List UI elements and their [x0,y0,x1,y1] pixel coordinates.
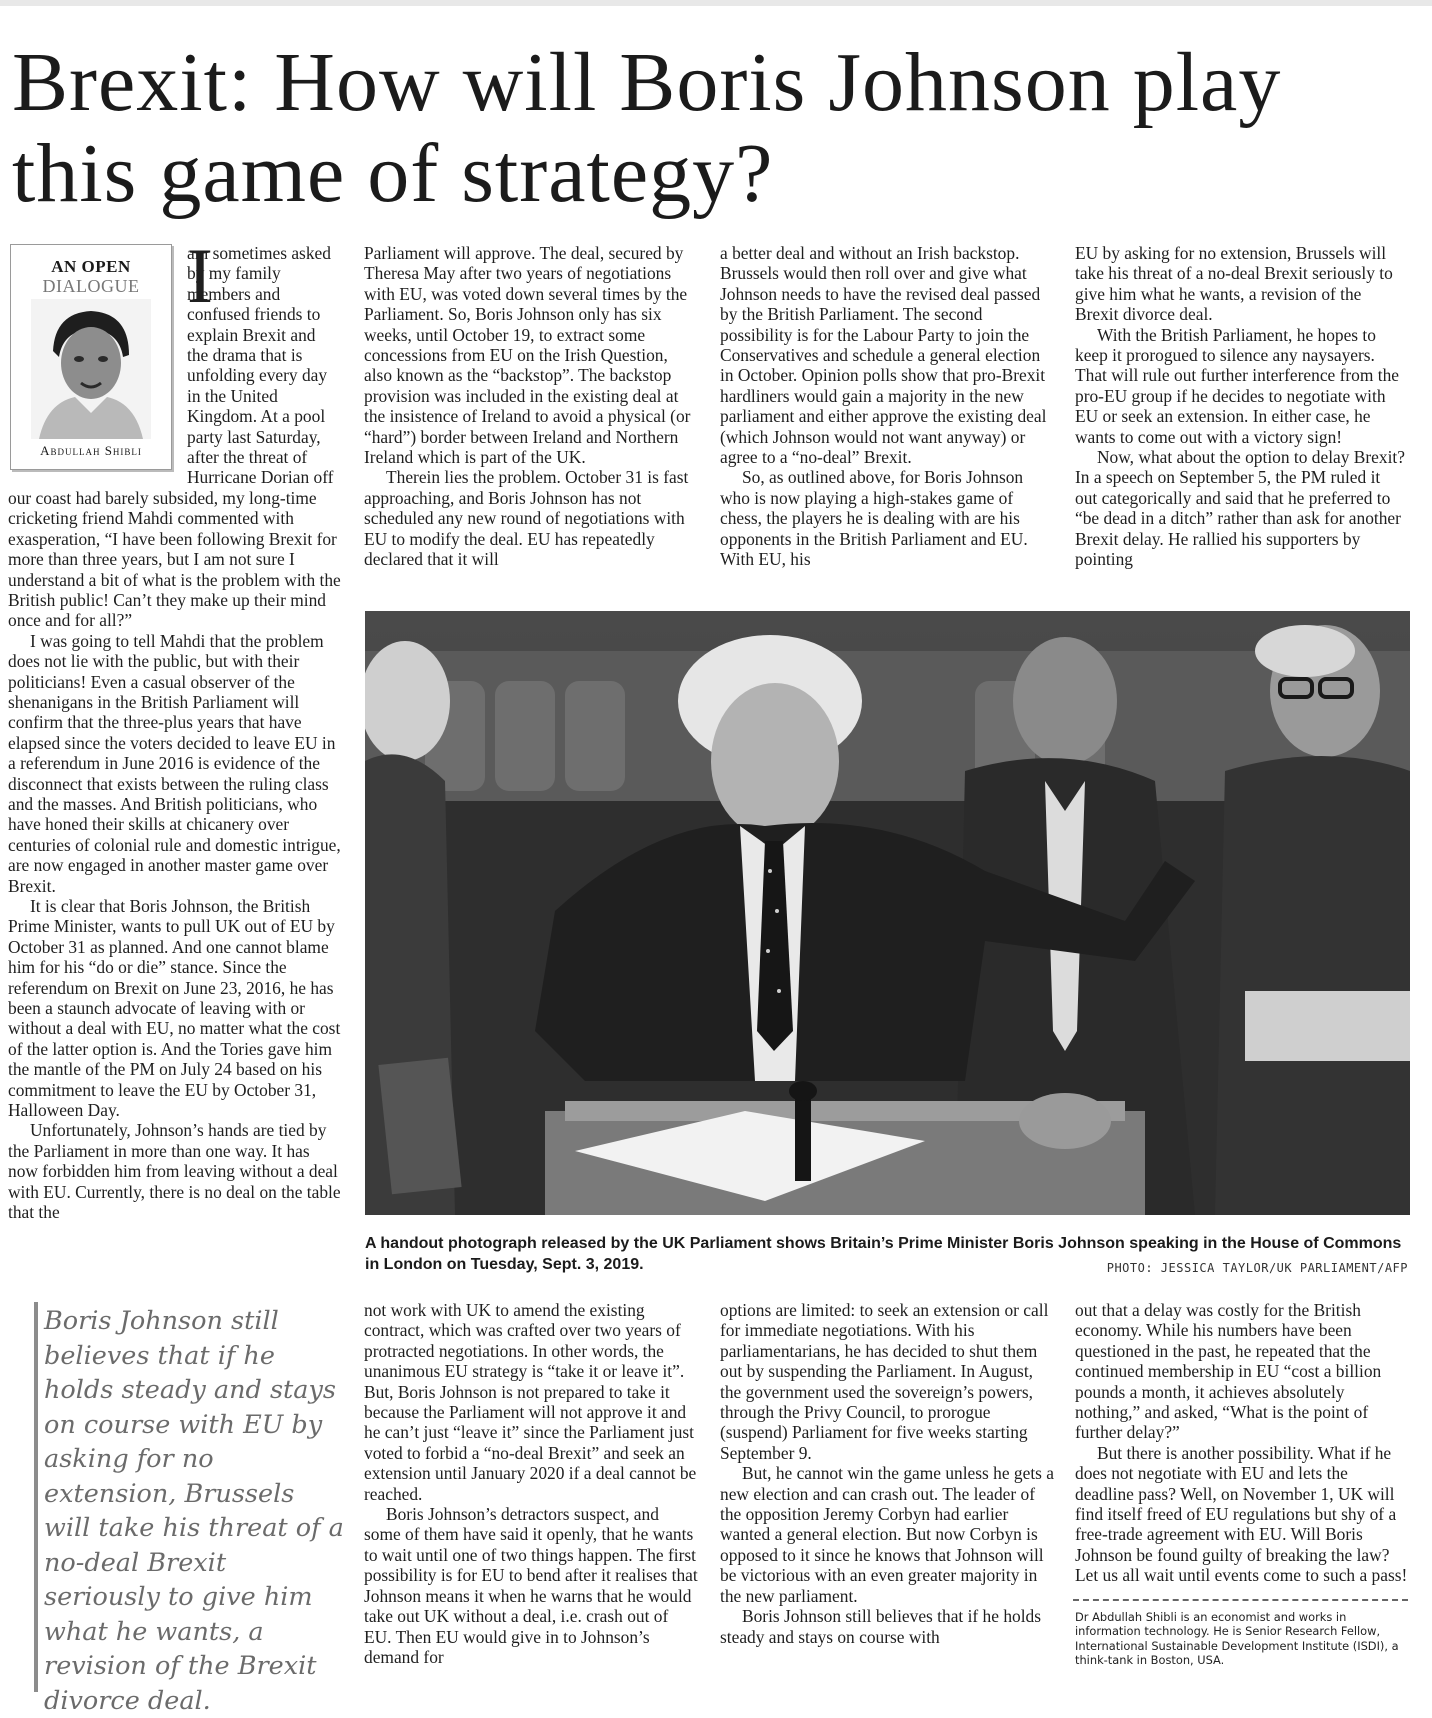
column-2-bottom [364,1300,699,1667]
column-3-bottom [720,1300,1055,1647]
author-name: Abdullah Shibli [40,443,142,458]
col3-top-paragraph-1: a better deal and without an Irish backstop. Brussels would then roll over and give what Johnson needs to have the revised deal passed by the British Parliament. The second possibility is for the Labour Party to join the Conservatives and schedule a general election in October. Opinion polls show that pro-Brexit hardliners would gain a majority in the new parliament and either approve the existing deal (which Johnson would not want anyway) or agree to a “no-deal” Brexit. [720,243,1047,468]
col2-bottom-paragraph-2: Boris Johnson’s detractors suspect, and some of them have said it openly, that he wants to wait until one of two things happen. The first possibility is for EU to bend after it realises that Johnson means it when he warns that he would take out UK without a deal, i.e. crash out of EU. Then EU would give in to Johnson’s demand for [364,1504,698,1667]
col1-paragraph-2: I was going to tell Mahdi that the problem does not lie with the public, but with their politicians! Even a casual observer of the shenanigans in the British Parliament will confirm that the three-plus years that have elapsed since the voters decided to leave EU in a referendum in June 2016 is evidence of the disconnect that exists between the ruling class and the masses. And British politicians, who have honed their skills at chicanery over centuries of colonial rule and domestic intrigue, are now engaged in another master game over Brexit. [8,630,341,896]
col4-top-paragraph-1: EU by asking for no extension, Brussels will take his threat of a no-deal Brexit seriously to give him what he wants, a revision of the Brexit divorce deal. [1075,243,1393,325]
col4-bottom-paragraph-2: But there is another possibility. What if he does not negotiate with EU and lets the deadline pass? Well, on November 1, UK will find itself freed of EU regulations but shy of a free-trade agreement with EU. Will Boris Johnson be found guilty of breaking the law? Let us all wait until events come to such a pass! [1075,1442,1408,1586]
drop-cap: I [187,232,213,319]
col1-paragraph-1: am sometimes asked by my family members and confused friends to explain Brexit and the drama that is unfolding every day in the United Kingdom. At a pool party last Saturday, after the threat of Hurricane Dorian off our coast had barely subsided, my long-time cricketing friend Mahdi commented with exasperation, “I have been following Brexit for more than three years, but I am not sure I understand a bit of what is the problem with the British public! Can’t they make up their mind once and for all?” [8,243,341,631]
col2-top-paragraph-1: Parliament will approve. The deal, secured by Theresa May after two years of negotiations with EU, was voted down several times by the Parliament. So, Boris Johnson only has six weeks, until October 19, to extract some concessions from EU on the Irish Question, also known as the “backstop”. The backstop provision was included in the existing deal at the insistence of Ireland to avoid a physical (or “hard”) border between Ireland and Northern Ireland which is part of the UK. [364,243,691,468]
top-rule [0,0,1432,6]
col1-paragraph-3: It is clear that Boris Johnson, the British Prime Minister, wants to pull UK out of EU by October 31 as planned. And one cannot blame him for his “do or die” stance. Since the referendum on Brexit on June 23, 2016, he has been a staunch advocate of leaving with or without a deal with EU, no matter what the cost of the latter option is. And the Tories gave him the mantle of the PM on July 24 based on his commitment to leave the EU by October 31, Halloween Day. [8,896,341,1121]
column-label-line1: AN OPEN [51,257,131,276]
col3-bottom-paragraph-1: options are limited: to seek an extension or call for immediate negotiations. With his parliamentarians, he has decided to shut them out by suspending the Parliament. In August, the government used the sovereign’s powers, through the Privy Council, to prorogue (suspend) Parliament for five weeks starting September 9. [720,1300,1049,1463]
headline: Brexit: How will Boris Johnson play this game of strategy? [12,36,1282,220]
commons-scene-illustration [365,611,1410,1215]
col3-bottom-paragraph-2: But, he cannot win the game unless he gets a new election and can crash out. The leader of the opposition Jeremy Corbyn had earlier wanted a general election. But now Corbyn is opposed to it since he knows that Johnson will be victorious with an even greater majority in the new parliament. [720,1463,1054,1606]
column-label-line2: DIALOGUE [42,276,140,296]
column-4-bottom [1075,1300,1410,1586]
photo-caption: A handout photograph released by the UK Parliament shows Britain’s Prime Minister Boris Johnson speaking in the House of Commons in London on Tuesday, Sept. 3, 2019. [365,1235,1402,1273]
photo-credit: PHOTO: JESSICA TAYLOR/UK PARLIAMENT/AFP [1106,1261,1408,1275]
author-bio: Dr Abdullah Shibli is an economist and works in information technology. He is Senior Research Fellow, International Sustainable Development Institute (ISDI), a think-tank in Boston, USA. [1075,1610,1399,1668]
col1-paragraph-4: Unfortunately, Johnson’s hands are tied by the Parliament in more than one way. It has now forbidden him from leaving without a deal with EU. Currently, there is no deal on the table that the [8,1120,341,1223]
pullquote: Boris Johnson still believes that if he holds steady and stays on course with EU by asking for no extension, Brussels will take his threat of a no-deal Brexit seriously to give him what he wants, a revision of the Brexit divorce deal. [44,1306,344,1716]
column-4-top [1075,243,1405,570]
pullquote-bar [34,1302,38,1692]
news-photo [365,611,1410,1215]
col2-top-paragraph-2: Therein lies the problem. October 31 is fast approaching, and Boris Johnson has not scheduled any new round of negotiations with EU to modify the deal. EU has repeatedly declared that it will [364,467,689,570]
col4-top-paragraph-2: With the British Parliament, he hopes to keep it prorogued to silence any naysayers. That will rule out further interference from the pro-EU group if he decides to negotiate with EU or seek an extension. In either case, he wants to come out with a victory sign! [1075,324,1400,447]
col3-bottom-paragraph-3: Boris Johnson still believes that if he holds steady and stays on course with [720,1606,1042,1647]
column-3-top [720,243,1050,570]
col2-bottom-paragraph-1: not work with UK to amend the existing contract, which was crafted over two years of protracted negotiations. In other words, the unanimous EU strategy is “take it or leave it”. But, Boris Johnson is not prepared to take it because the Parliament will not approve it and he can’t just “leave it” since the Parliament just voted to forbid a “no-deal Brexit” and seek an extension until January 2020 if a deal cannot be reached. [364,1300,697,1504]
col4-bottom-paragraph-1: out that a delay was costly for the British economy. While his numbers have been questioned in the past, he repeated that the continued membership in EU “cost a billion pounds a month, it achieves absolutely nothing,” and asked, “What is the point of further delay?” [1075,1300,1382,1443]
column-2-top [364,243,694,570]
col3-top-paragraph-2: So, as outlined above, for Boris Johnson who is now playing a high-stakes game of chess, the players he is dealing with are his opponents in the British Parliament and EU. With EU, his [720,467,1028,570]
bio-divider [1073,1599,1408,1601]
column-1-body [8,232,341,1223]
col4-top-paragraph-3: Now, what about the option to delay Brexit? In a speech on September 5, the PM ruled it out categorically and said that he preferred to “be dead in a ditch” rather than ask for another Brexit delay. He rallied his supporters by pointing [1075,447,1405,570]
